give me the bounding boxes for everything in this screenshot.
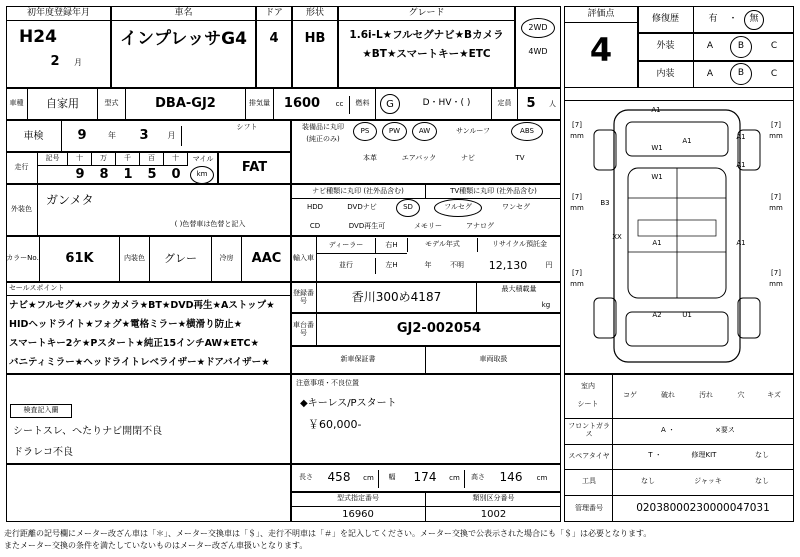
jack-label[interactable]: ジャッキ — [694, 477, 722, 486]
fuel-gasoline[interactable]: G — [380, 94, 400, 114]
drive-2wd-mark[interactable]: 2WD — [521, 18, 555, 38]
front-glass-label: フロントガラス — [568, 422, 610, 438]
tools-none[interactable]: なし — [641, 477, 655, 486]
interior-cell-koge[interactable]: コゲ — [623, 391, 637, 400]
grade-line2: ★BT★スマートキー★ETC — [362, 48, 491, 61]
diagram-mark-a1-1: A1 — [682, 137, 692, 146]
analog-option[interactable]: アナログ — [466, 222, 494, 231]
class-code-label: 類別区分番号 — [426, 492, 561, 507]
import-dealer[interactable]: ディーラー — [317, 238, 375, 254]
import-right-hand[interactable]: 右H — [375, 238, 407, 254]
diagram-mark-w1-2: W1 — [651, 173, 663, 182]
interior-cell-kizu[interactable]: キズ — [767, 391, 781, 400]
shaken-year: 9 — [77, 127, 87, 143]
interior-row-label-2: シート — [577, 399, 599, 408]
grade-line1: 1.6i-L★フルセグナビ★Bカメラ — [349, 29, 504, 42]
row2-divider — [612, 418, 613, 444]
width-label: 幅 — [388, 473, 396, 482]
diagram-mark-a1-top: A1 — [651, 106, 661, 115]
memory-option[interactable]: メモリー — [414, 222, 442, 231]
diagram-unit-r5: mm — [769, 279, 783, 288]
import-left-hand[interactable]: 左H — [375, 258, 407, 274]
exterior-label: 外装 — [638, 33, 694, 61]
mileage-digit-2: 1 — [123, 166, 133, 182]
exterior-color-value: ガンメタ — [46, 193, 94, 208]
score-title: 評価点 — [564, 7, 638, 23]
diagram-unit-r2: [7] — [771, 192, 781, 201]
ac-label: 冷房 — [212, 236, 242, 282]
sunroof-mark[interactable]: サンルーフ — [455, 126, 491, 135]
diagram-mark-w1-1: W1 — [651, 144, 663, 153]
interior-cell-yogore[interactable]: 汚れ — [699, 391, 713, 400]
pw-mark[interactable]: PW — [382, 122, 407, 141]
class-code-value: 1002 — [480, 509, 507, 520]
interior-c[interactable]: C — [770, 68, 778, 79]
front-glass-a[interactable]: A ・ — [660, 426, 675, 435]
door-label: ドア — [256, 7, 292, 21]
mileage-digit-4: 0 — [171, 166, 181, 182]
row3-divider — [612, 444, 613, 469]
shaken-month-unit: 月 — [162, 126, 182, 146]
interior-label: 内装 — [638, 61, 694, 88]
vehicle-type-label: 車種 — [6, 88, 28, 120]
notes-line-2: ￥60,000- — [308, 417, 362, 431]
spare-tire-t[interactable]: T ・ — [648, 451, 662, 460]
reg-month-unit: 月 — [74, 57, 82, 67]
vehicle-use-value: 自家用 — [28, 88, 98, 120]
diagram-mark-a1-3: A1 — [736, 161, 746, 170]
shift-value: FAT — [241, 159, 268, 175]
management-no-value: 02038000230000047031 — [636, 501, 770, 514]
interior-cell-ana[interactable]: 穴 — [737, 391, 745, 400]
fullseg-option[interactable]: フルセグ — [434, 199, 482, 217]
cd-option[interactable]: CD — [309, 222, 321, 231]
type-code-value: 16960 — [291, 507, 426, 522]
width-value: 174 — [413, 470, 437, 485]
fuel-label: 燃料 — [350, 88, 376, 120]
repair-no[interactable]: 無 — [744, 10, 764, 30]
type-code-label: 型式指定番号 — [291, 492, 426, 507]
mileage-mark-header-0: 記号 — [38, 153, 68, 166]
recycle-unit: 円 — [545, 261, 553, 270]
model-year-label: モデル年式 — [407, 238, 477, 252]
mileage-mark-header-3: 千 — [116, 153, 140, 166]
shaken-year-unit: 年 — [108, 130, 116, 140]
notes-line-1: ◆キーレス/Pスタート — [300, 397, 397, 409]
capacity-unit: 人 — [549, 100, 556, 109]
exterior-b[interactable]: B — [730, 36, 752, 58]
repair-yes[interactable]: 有 — [708, 13, 718, 24]
equipment-label: 装備品に丸印 — [302, 122, 344, 131]
mileage-digit-3: 5 — [147, 166, 157, 182]
sales-line-0: ナビ★フルセグ★バックカメラ★BT★DVD再生★Aストップ★ — [9, 299, 275, 311]
exterior-color-label: 外装色 — [6, 184, 38, 236]
inspection-title: 検査記入蘭 — [10, 404, 72, 418]
spare-tire-kit[interactable]: 修理KIT — [691, 451, 717, 460]
footer-line-1: 走行距離の記号欄にメーター改ざん車は「＊」、メーター交換車は「＄」、走行不明車は「＃」を記入してください。メーター交換で公表示された場合にも「＄」は必要となります。 — [4, 529, 652, 538]
sales-line-2: スマートキー2ケ★Pスタート★純正15インチAW★ETC★ — [9, 337, 260, 349]
mileage-mark-header-4: 百 — [140, 153, 164, 166]
spare-tire-label: スペアタイヤ — [568, 451, 610, 460]
reg-month-value: 2 — [50, 53, 60, 69]
exterior-a[interactable]: A — [706, 41, 714, 52]
model-label: 型式 — [98, 88, 126, 120]
inspection-line-0: シートスレ、へたりナビ開閉不良 — [13, 425, 163, 437]
spare-tire-none[interactable]: なし — [755, 451, 769, 460]
diagram-mark-a1-5: A1 — [736, 239, 746, 248]
shaken-label: 車検 — [6, 120, 62, 152]
sd-option[interactable]: SD — [396, 199, 420, 217]
length-unit: cm — [359, 470, 379, 488]
recycle-label: リサイクル預託金 — [477, 238, 561, 252]
diagram-unit-2: [7] — [572, 192, 582, 201]
shaken-month: 3 — [139, 127, 149, 143]
recycle-value: 12,130 — [488, 258, 528, 272]
oneseg-option[interactable]: ワンセグ — [502, 203, 530, 212]
model-year-unit: 年 — [424, 261, 432, 270]
fuel-others: D・HV・( ) — [402, 88, 492, 120]
shift-label: シフト — [236, 123, 258, 132]
mileage-label: 走行 — [6, 152, 38, 184]
displacement-value: 1600 — [283, 95, 321, 111]
jack-none[interactable]: なし — [755, 477, 769, 486]
inner-color-label: 内装色 — [120, 236, 150, 282]
interior-row-label-1: 室内 — [581, 381, 595, 390]
diagram-unit-r4: [7] — [771, 268, 781, 277]
color-change-note: ( )色替車は色替と記入 — [174, 220, 246, 229]
diagram-unit-1: mm — [570, 131, 584, 140]
new-warranty-cell[interactable]: 新車保証書 — [291, 346, 426, 374]
capacity-value: 5 — [526, 95, 536, 111]
diagram-unit-r0: [7] — [771, 120, 781, 129]
shape-label: 形状 — [292, 7, 338, 21]
width-unit: cm — [445, 470, 465, 488]
interior-cell-yabure[interactable]: 破れ — [661, 391, 675, 400]
import-label: 輸入車 — [291, 236, 317, 282]
length-label: 長さ — [299, 473, 313, 482]
mileage-mark-header-1: 十 — [68, 153, 92, 166]
inspection-line-1: ドラレコ不良 — [13, 446, 73, 458]
equipment-note: (純正のみ) — [306, 135, 340, 144]
ps-mark[interactable]: PS — [353, 122, 377, 141]
repair-sep: ・ — [728, 13, 738, 24]
import-parallel[interactable]: 並行 — [339, 261, 353, 270]
left-bottom-blank — [6, 464, 291, 522]
mileage-mark-header-2: 万 — [92, 153, 116, 166]
diagram-mark-a1-2: A1 — [736, 133, 746, 142]
max-load-unit: kg — [541, 300, 551, 309]
displacement-label: 排気量 — [246, 88, 274, 120]
capacity-label: 定員 — [492, 88, 518, 120]
interior-a[interactable]: A — [706, 68, 714, 79]
dvd-replay-option[interactable]: DVD再生可 — [348, 222, 386, 231]
navi-mark[interactable]: ナビ — [461, 153, 475, 162]
color-no-label: カラーNo. — [6, 236, 40, 282]
grade-label: グレード — [338, 7, 515, 21]
notes-title: 注意事項・不良位置 — [296, 378, 359, 387]
shape-value: HB — [304, 30, 326, 46]
mileage-unit-mile: マイル — [192, 155, 214, 164]
sales-line-1: HIDヘッドライト★フォグ★電格ミラー★横滑り防止★ — [9, 318, 243, 330]
footer-line-2: またメーター交換の条件を満たしていないものはメーター改ざん車扱いとなります。 — [4, 540, 308, 550]
mileage-digit-0: 9 — [75, 166, 85, 182]
diagram-unit-r3: mm — [769, 203, 783, 212]
footer-notes — [4, 528, 794, 551]
door-value: 4 — [269, 30, 279, 46]
navi-type-label: ナビ種類に丸印 (社外品含む) — [291, 185, 426, 199]
management-no-label: 管理番号 — [575, 503, 603, 512]
diagram-mark-a1-4: A1 — [652, 239, 662, 248]
aw-mark[interactable]: AW — [412, 122, 437, 141]
tv-type-label: TV種類に丸印 (社外品含む) — [426, 185, 561, 199]
hdd-option[interactable]: HDD — [306, 203, 324, 212]
diagram-unit-r1: mm — [769, 131, 783, 140]
mileage-unit-km[interactable]: km — [190, 166, 214, 184]
sales-line-3: バニティミラー★ヘッドライトレベライザー★ドアバイザー★ — [9, 356, 270, 368]
leather-mark[interactable]: 本革 — [363, 153, 377, 162]
car-name-label: 車名 — [111, 7, 256, 21]
tv-mark[interactable]: TV — [515, 153, 525, 162]
height-unit: cm — [536, 474, 548, 483]
max-load-label: 最大積載量 — [501, 285, 537, 294]
dvd-navi-option[interactable]: DVDナビ — [347, 203, 377, 212]
displacement-unit: cc — [330, 96, 350, 114]
abs-mark[interactable]: ABS — [511, 122, 543, 141]
height-label: 高さ — [471, 473, 485, 482]
inner-color-value: グレー — [150, 236, 212, 282]
diagram-unit-4: [7] — [572, 268, 582, 277]
tools-label: 工具 — [582, 477, 596, 486]
diagram-unit-3: mm — [570, 203, 584, 212]
front-glass-x[interactable]: ×要ス — [715, 426, 735, 435]
diagram-unit-0: [7] — [572, 120, 582, 129]
reg-number-label: 登録番号 — [291, 282, 317, 313]
row4-divider — [612, 469, 613, 495]
drive-4wd-label[interactable]: 4WD — [528, 46, 548, 56]
chassis-label: 車台番号 — [291, 313, 317, 346]
sales-title: セールスポイント — [6, 283, 291, 296]
mileage-digit-1: 8 — [99, 166, 109, 182]
exterior-c[interactable]: C — [770, 41, 778, 52]
diagram-mark-b3: B3 — [600, 199, 610, 208]
chassis-value: GJ2-002054 — [396, 321, 482, 337]
ac-value: AAC — [251, 250, 282, 266]
model-value: DBA-GJ2 — [126, 88, 246, 120]
reg-date-label: 初年度登録年月 — [6, 7, 111, 21]
mileage-mark-header-5: 十 — [164, 153, 188, 166]
car-name-value: インプレッサG4 — [120, 28, 247, 49]
interior-b[interactable]: B — [730, 63, 752, 85]
reg-number-value: 香川300め4187 — [317, 282, 477, 313]
diagram-unit-5: mm — [570, 279, 584, 288]
repair-label: 修復歴 — [638, 6, 694, 33]
color-no-value: 61K — [40, 236, 120, 282]
vehicle-handling-cell[interactable]: 車両取扱 — [479, 355, 508, 364]
diagram-mark-a2: A2 — [652, 311, 662, 320]
model-year-unknown[interactable]: 不明 — [450, 261, 464, 270]
height-value: 146 — [499, 470, 523, 485]
score-value: 4 — [589, 31, 613, 70]
reg-date-value: H24 — [19, 26, 57, 47]
length-value: 458 — [327, 470, 351, 485]
diagram-mark-xx: XX — [612, 233, 622, 242]
airbag-mark[interactable]: エアバック — [401, 153, 437, 162]
diagram-mark-u1: U1 — [682, 311, 692, 320]
